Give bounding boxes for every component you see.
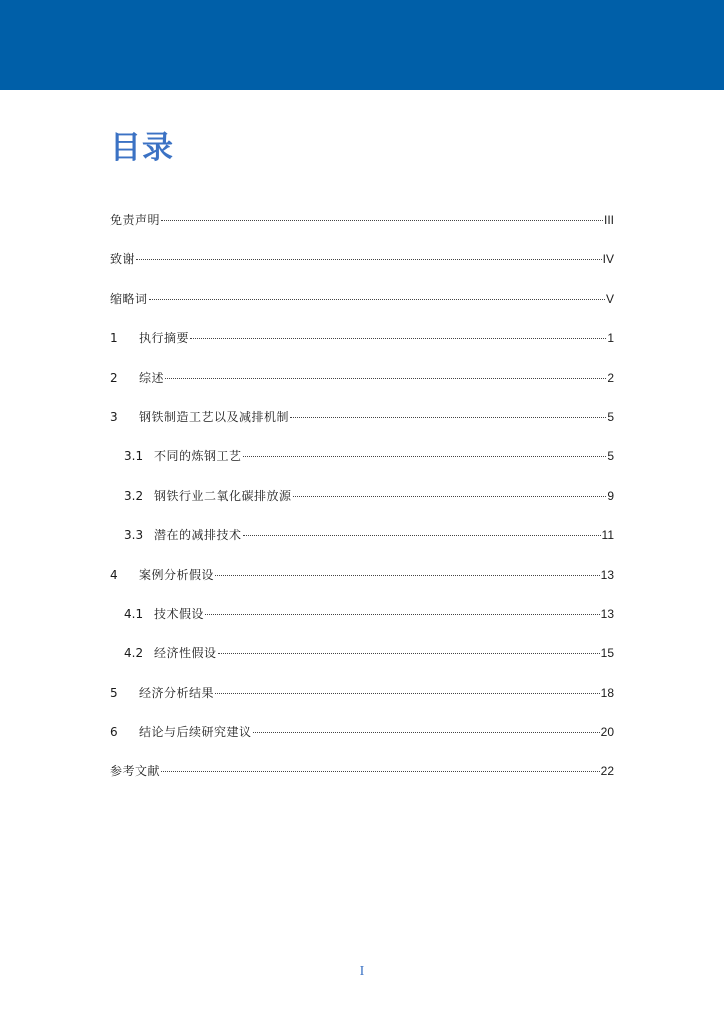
toc-entry-number: 3.1 [124,449,144,464]
toc-entry-text: 致谢 [110,252,136,267]
toc-entry-number: 1 [110,331,118,346]
toc-entry[interactable] [110,284,614,323]
toc-leader-dots [165,378,606,379]
toc-entry-text: 潜在的减排技术 [154,528,242,543]
toc-entry-page: 15 [600,646,614,661]
toc-leader-dots [243,456,607,457]
toc-entry-text: 不同的炼钢工艺 [154,449,242,464]
toc-entry[interactable] [110,756,614,795]
toc-entry-page: 11 [601,528,614,543]
toc-entry-number: 4 [110,567,118,582]
toc-entry-text: 钢铁行业二氧化碳排放源 [154,488,292,503]
toc-entry-page: 18 [600,685,614,700]
toc-leader-dots [215,575,600,576]
toc-leader-dots [253,732,600,733]
toc-entry-number: 5 [110,685,118,700]
toc-entry-page: 2 [607,370,614,385]
toc-entry-number: 6 [110,725,118,740]
toc-entry[interactable] [110,560,614,599]
toc-entry-text: 参考文献 [110,764,161,779]
toc-entry-number: 4.1 [124,606,144,621]
toc-entry[interactable] [110,205,614,244]
header-band [0,0,724,90]
toc-entry[interactable] [110,717,614,756]
toc-entry-number: 3 [110,409,118,424]
toc-leader-dots [293,496,607,497]
toc-entry-text: 免责声明 [110,213,161,227]
toc-title: 目录 [110,130,174,166]
toc-entry-number: 4.2 [124,646,144,661]
toc-entry-text: 结论与后续研究建议 [139,725,252,740]
toc-leader-dots [290,417,606,418]
toc-leader-dots [218,653,600,654]
toc-entry-number: 2 [110,370,118,385]
toc-entry-text: 执行摘要 [139,331,190,346]
toc-entry-number: 3.3 [124,528,144,543]
toc-leader-dots [149,299,605,300]
toc-entry-page: IV [602,252,614,267]
toc-entry-text: 案例分析假设 [139,567,215,582]
toc-leader-dots [243,535,601,536]
toc-entry-page: 1 [607,331,614,346]
toc-entry[interactable] [110,244,614,283]
toc-leader-dots [215,693,600,694]
toc-entry-page: 13 [600,606,614,621]
toc-entry-number: 3.2 [124,488,144,503]
toc-entry-text: 缩略词 [110,291,148,306]
toc-entry[interactable] [110,678,614,717]
toc-entry[interactable] [110,402,614,441]
toc-entry[interactable] [110,441,614,480]
toc-entry-page: 5 [607,409,614,424]
toc-leader-dots [161,771,600,772]
toc-entry[interactable] [110,481,614,520]
toc-entry[interactable] [110,323,614,362]
toc-entry-page: III [603,213,614,227]
toc-entry[interactable] [110,363,614,402]
toc-leader-dots [205,614,600,615]
toc-entry-text: 技术假设 [154,606,205,621]
toc-entry-page: 9 [607,488,614,503]
toc-entry-page: V [605,291,614,306]
toc-leader-dots [190,338,606,339]
toc-leader-dots [161,220,603,221]
toc-entry-page: 13 [600,567,614,582]
toc-leader-dots [136,259,602,260]
page-number: I [359,964,365,979]
toc-entry-text: 经济性假设 [154,646,217,661]
toc-entry-text: 钢铁制造工艺以及减排机制 [139,409,290,424]
toc-entry-page: 20 [600,725,614,740]
toc-entry-page: 5 [607,449,614,464]
toc-entry[interactable] [110,599,614,638]
toc-entry-page: 22 [600,764,614,779]
toc-entry-text: 经济分析结果 [139,685,215,700]
toc-entry[interactable] [110,638,614,677]
toc-entry[interactable] [110,520,614,559]
toc-list [110,205,614,796]
toc-entry-text: 综述 [139,370,165,385]
